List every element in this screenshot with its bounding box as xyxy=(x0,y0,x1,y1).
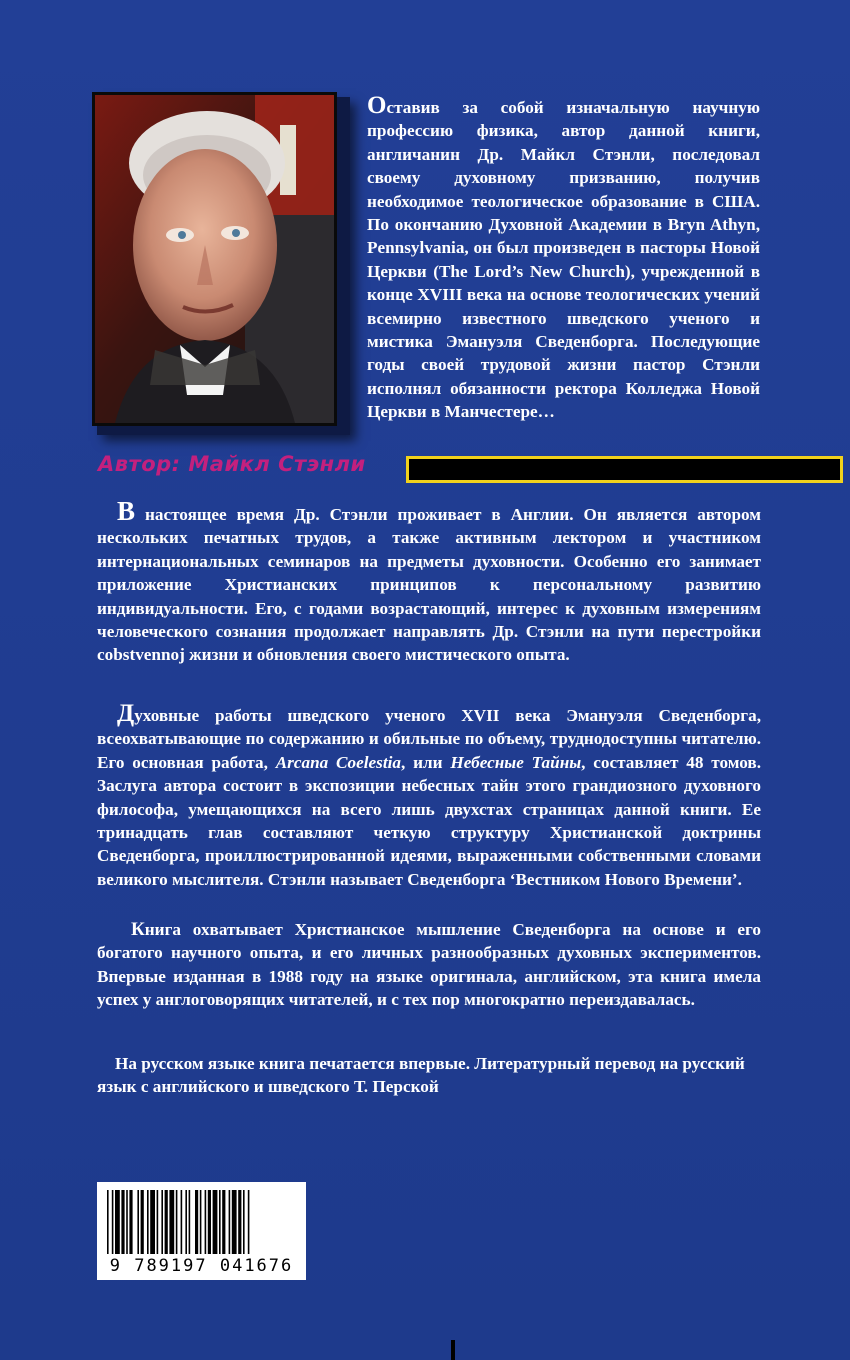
barcode-bar xyxy=(238,1190,241,1254)
p2-italic-arcana: Arcana Coelestia xyxy=(275,752,401,772)
p2-dropcap: Д xyxy=(117,700,135,727)
barcode-bar xyxy=(169,1190,174,1254)
barcode-bar xyxy=(150,1190,155,1254)
intro-dropcap: О xyxy=(367,92,387,119)
barcode-bar xyxy=(165,1190,168,1254)
barcode-bar xyxy=(222,1190,225,1254)
spine-tick xyxy=(451,1340,455,1360)
p2-italic-tainy: Небесные Тайны xyxy=(450,752,582,772)
author-portrait-illustration xyxy=(95,95,334,423)
barcode-bar xyxy=(229,1190,231,1254)
barcode-bar xyxy=(126,1190,128,1254)
barcode-number: 9 789197 041676 xyxy=(109,1256,294,1276)
p2-text-c: , составляет 48 томов. Заслуга автора состоит в экспозиции небесных тайн этого грандиозного духовного философа, умещающихся на всего лишь двухстах страницах данной книги. Ее тринадцать глав составляют четкую структуру Христианской доктрины Сведенборга, проиллюстрированной идеями, выраженными собственными словами великого мыслителя. Стэнли называет Сведенборга ‘Вестником Нового Времени’. xyxy=(97,752,761,889)
barcode-bar xyxy=(219,1190,221,1254)
barcode-bar xyxy=(115,1190,120,1254)
intro-text: ставив за собой изначальную научную профессию физика, автор данной книги, англичанин Др. Майкл Стэнли, последовал своему духовному призванию, получив необходимое теологическое образование в США. По окончанию Духовной Академии в Bryn Athyn, Pennsylvania, он был произведен в пасторы Новой Церкви (The Lord’s New Church), учрежденной в конце XVIII века на основе теологических учений всемирно известного шведского ученого и мистика Эмануэля Сведенборга. Последующие годы своей трудовой жизни пастор Стэнли исполнял обязанности ректора Колледжа Новой Церкви в Манчестере… xyxy=(367,98,760,422)
barcode-bar xyxy=(185,1190,187,1254)
p4-text: На русском языке книга печатается впервые. Литературный перевод на русский язык с английского и шведского Т. Перской xyxy=(97,1054,745,1097)
barcode-bar xyxy=(141,1190,144,1254)
barcode-bar xyxy=(213,1190,218,1254)
intro-paragraph xyxy=(367,94,760,424)
paragraph-book-summary xyxy=(97,918,761,1012)
barcode-bar xyxy=(129,1190,132,1254)
p2-text-a: уховные работы шведского ученого XVII века Эмануэля Сведенборга, всеохватывающие по содержанию и обильные по объему, труднодоступны читателю. Его основная работа, xyxy=(97,706,761,772)
paragraph-swedenborg-works xyxy=(97,702,761,891)
barcode-bar xyxy=(112,1190,114,1254)
paragraph-translation xyxy=(97,1052,761,1099)
p3-text: нига охватывает Христианское мышление Сведенборга на основе и его богатого научного опыта, и его личных разнообразных духовных экспериментов. Впервые изданная в 1988 году на языке оригинала, английском, эта книга имела успех у англоговорящих читателей, и с тех пор многократно переиздавалась. xyxy=(97,920,761,1010)
author-photo xyxy=(92,92,337,426)
barcode-bar xyxy=(248,1190,250,1254)
barcode-bar xyxy=(181,1190,183,1254)
author-bar xyxy=(406,456,843,483)
barcode-bar xyxy=(121,1190,124,1254)
barcode-bar xyxy=(107,1190,109,1254)
barcode-bar xyxy=(137,1190,139,1254)
barcode-bar xyxy=(157,1190,159,1254)
barcode-bar xyxy=(161,1190,163,1254)
p1-dropcap: В xyxy=(117,496,136,526)
barcode-bar xyxy=(189,1190,191,1254)
barcode-bar xyxy=(176,1190,178,1254)
paragraph-current-activity xyxy=(97,496,761,667)
barcode-bar xyxy=(200,1190,202,1254)
author-label: Автор: Майкл Стэнли xyxy=(98,452,366,476)
barcode-bar xyxy=(147,1190,149,1254)
barcode-bar xyxy=(205,1190,207,1254)
isbn-barcode xyxy=(97,1182,306,1280)
p3-dropcap: К xyxy=(131,919,145,940)
barcode-bar xyxy=(195,1190,198,1254)
barcode-bar xyxy=(208,1190,211,1254)
p2-text-b: , или xyxy=(400,752,451,772)
barcode-bar xyxy=(232,1190,237,1254)
barcode-bar xyxy=(243,1190,245,1254)
p1-text: настоящее время Др. Стэнли проживает в Англии. Он является автором нескольких печатных трудов, а также активным лектором и участником интернациональных семинаров на предметы духовности. Особенно его занимает приложение Христианских принципов к персональному развитию индивидуальности. Его, с годами возрастающий, интерес к духовным измерениям человеческого сознания продолжает направлять Др. Стэнли на пути перестройки cobstvennoj жизни и обновления своего мистического опыта. xyxy=(97,505,761,665)
